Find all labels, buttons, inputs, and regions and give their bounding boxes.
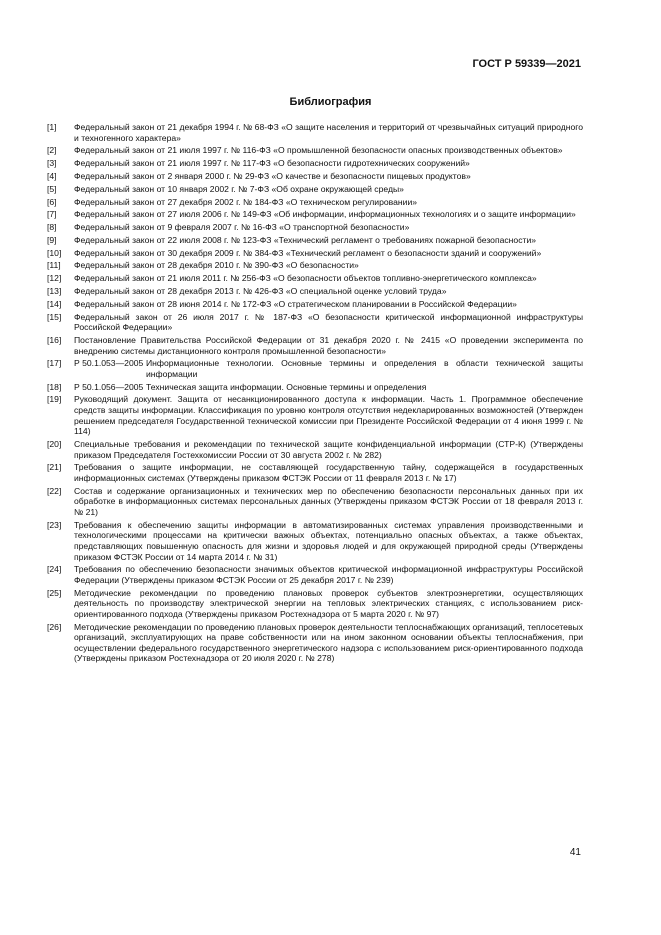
reference-number: [24] <box>47 564 62 575</box>
reference-number: [7] <box>47 209 57 220</box>
reference-item <box>47 439 583 460</box>
reference-number: [25] <box>47 587 62 598</box>
reference-item <box>47 209 583 220</box>
reference-text: Федеральный закон от 28 декабря 2013 г. № 426-ФЗ «О специальной оценке условий труда» <box>74 285 447 296</box>
reference-code: Р 50.1.053—2005 <box>74 358 144 369</box>
reference-text: Федеральный закон от 22 июля 2008 г. № 123-ФЗ «Технический регламент о требованиях пожарной безопасности» <box>74 234 537 245</box>
reference-item <box>47 248 583 259</box>
reference-item <box>47 235 583 246</box>
reference-item <box>47 335 583 356</box>
reference-text: Требования к обеспечению защиты информации в автоматизированных системах управления производственными и технологическими процессами на критически важных объектах, потенциально опасных объектах, а также объектах, представляющих повышенную опасность для жизни и здоровья людей и для окружающей природной среды (Утверждены приказом ФСТЭК России от 14 марта 2014 г. № 31) <box>74 519 583 562</box>
reference-item <box>47 462 583 483</box>
reference-item <box>47 197 583 208</box>
reference-text: Федеральный закон от 21 июля 1997 г. № 116-ФЗ «О промышленной безопасности опасных производственных объектов» <box>74 145 563 156</box>
reference-text: Федеральный закон от 30 декабря 2009 г. № 384-ФЗ «Технический регламент о безопасности зданий и сооружений» <box>74 247 542 258</box>
reference-number: [1] <box>47 122 57 132</box>
reference-item <box>47 184 583 195</box>
reference-text: Методические рекомендации по проведению плановых проверок деятельности теплоснабжающих организаций, теплосетевых организаций, эксплуатирующих на праве собственности или на ином законном основании объекты теплоснабжения, при осуществлении федерального государственного энергетического надзора с использованием риск-ориентированного подхода (Утверждены приказом Ростехнадзора от 20 июля 2020 г. № 278) <box>74 621 583 664</box>
reference-number: [18] <box>47 381 62 392</box>
reference-item <box>47 622 583 664</box>
reference-number: [26] <box>47 621 62 632</box>
reference-text: Федеральный закон от 26 июля 2017 г. № 187-ФЗ «О безопасности критической информационной инфраструктуры Российской Федерации» <box>74 311 583 333</box>
reference-number: [21] <box>47 462 62 473</box>
reference-text: Техническая защита информации. Основные термины и определения <box>146 381 427 392</box>
reference-number: [13] <box>47 285 62 296</box>
reference-item <box>47 358 583 379</box>
reference-text: Постановление Правительства Российской Федерации от 31 декабря 2020 г. № 2415 «О проведении эксперимента по внедрению системы дистанционного контроля промышленной безопасности» <box>74 334 583 356</box>
reference-number: [16] <box>47 334 62 345</box>
reference-number: [8] <box>47 222 57 233</box>
reference-text: Федеральный закон от 27 декабря 2002 г. № 184-ФЗ «О техническом регулировании» <box>74 196 418 207</box>
reference-number: [3] <box>47 158 57 169</box>
reference-text: Федеральный закон от 27 июля 2006 г. № 149-ФЗ «Об информации, информационных технологиях и о защите информации» <box>74 209 576 220</box>
reference-number: [11] <box>47 260 61 271</box>
reference-item <box>47 520 583 562</box>
reference-text: Федеральный закон от 28 декабря 2010 г. № 390-ФЗ «О безопасности» <box>74 260 359 271</box>
reference-item <box>47 564 583 585</box>
reference-number: [10] <box>47 247 62 258</box>
document-header: ГОСТ Р 59339—2021 <box>472 58 581 70</box>
reference-item <box>47 394 583 436</box>
reference-text: Методические рекомендации по проведению плановых проверок субъектов электроэнергетики, осуществляющих деятельность по производству электрической энергии на тепловых электрических станциях, с использованием риск-ориентированного подхода (Утверждены приказом Ростехнадзора от 5 марта 2020 г. № 97) <box>74 587 583 619</box>
reference-number: [4] <box>47 170 57 181</box>
reference-text: Требования по обеспечению безопасности значимых объектов критической информационной инфраструктуры Российской Федерации (Утверждены приказом ФСТЭК России от 25 декабря 2017 г. № 239) <box>74 564 583 585</box>
section-title: Библиография <box>289 96 372 108</box>
reference-item <box>47 222 583 233</box>
reference-text: Федеральный закон от 10 января 2002 г. № 7-ФЗ «Об охране окружающей среды» <box>74 183 404 194</box>
reference-number: [2] <box>47 145 57 156</box>
reference-item <box>47 145 583 156</box>
reference-text: Информационные технологии. Основные термины и определения в области технической защиты информации <box>146 358 583 379</box>
reference-item <box>47 588 583 620</box>
reference-number: [23] <box>47 519 62 530</box>
reference-item <box>47 312 583 333</box>
reference-number: [19] <box>47 394 62 405</box>
reference-text: Федеральный закон от 2 января 2000 г. № 29-ФЗ «О качестве и безопасности пищевых продуктов» <box>74 170 471 181</box>
reference-item <box>47 158 583 169</box>
reference-item <box>47 260 583 271</box>
reference-number: [17] <box>47 358 62 369</box>
reference-text: Федеральный закон от 21 июля 1997 г. № 117-ФЗ «О безопасности гидротехнических сооружений» <box>74 158 470 169</box>
reference-text: Федеральный закон от 21 июля 2011 г. № 256-ФЗ «О безопасности объектов топливно-энергетического комплекса» <box>74 273 537 284</box>
reference-item <box>47 171 583 182</box>
bibliography-list <box>47 122 583 666</box>
reference-number: [15] <box>47 311 62 322</box>
reference-number: [9] <box>47 234 57 245</box>
reference-text: Федеральный закон от 9 февраля 2007 г. № 16-ФЗ «О транспортной безопасности» <box>74 222 410 233</box>
reference-item <box>47 122 583 143</box>
reference-text: Руководящий документ. Защита от несанкционированного доступа к информации. Часть 1. Программное обеспечение средств защиты информации. Классификация по уровню контроля отсутствия недекларированных возможностей (Утвержден решением председателя Государственной технической комиссии при Президенте Российской Федерации от 4 июня 1999 г. № 114) <box>74 394 583 437</box>
reference-text: Требования о защите информации, не составляющей государственную тайну, содержащейся в государственных информационных системах (Утверждены приказом ФСТЭК России от 11 февраля 2013 г. № 17) <box>74 462 583 483</box>
reference-item <box>47 286 583 297</box>
reference-text: Федеральный закон от 28 июня 2014 г. № 172-ФЗ «О стратегическом планировании в Российской Федерации» <box>74 298 517 309</box>
reference-number: [5] <box>47 183 57 194</box>
reference-number: [14] <box>47 298 62 309</box>
reference-number: [22] <box>47 485 62 496</box>
reference-item <box>47 486 583 518</box>
reference-number: [12] <box>47 273 62 284</box>
reference-item <box>47 273 583 284</box>
reference-item <box>47 299 583 310</box>
reference-number: [6] <box>47 196 57 207</box>
reference-text: Федеральный закон от 21 декабря 1994 г. № 68-ФЗ «О защите населения и территорий от чрезвычайных ситуаций природного и техногенного характера» <box>74 122 583 143</box>
reference-number: [20] <box>47 439 62 449</box>
reference-text: Состав и содержание организационных и технических мер по обеспечению безопасности персональных данных при их обработке в информационных системах персональных данных (Утверждены приказом ФСТЭК России от 18 февраля 2013 г. № 21) <box>74 485 583 517</box>
page-number: 41 <box>569 847 581 858</box>
reference-item <box>47 382 583 393</box>
reference-text: Специальные требования и рекомендации по технической защите конфиденциальной информации (СТР-К) (Утверждены приказом Председателя Гостехкомиссии России от 30 августа 2002 г. № 282) <box>74 439 583 460</box>
reference-code: Р 50.1.056—2005 <box>74 381 144 392</box>
